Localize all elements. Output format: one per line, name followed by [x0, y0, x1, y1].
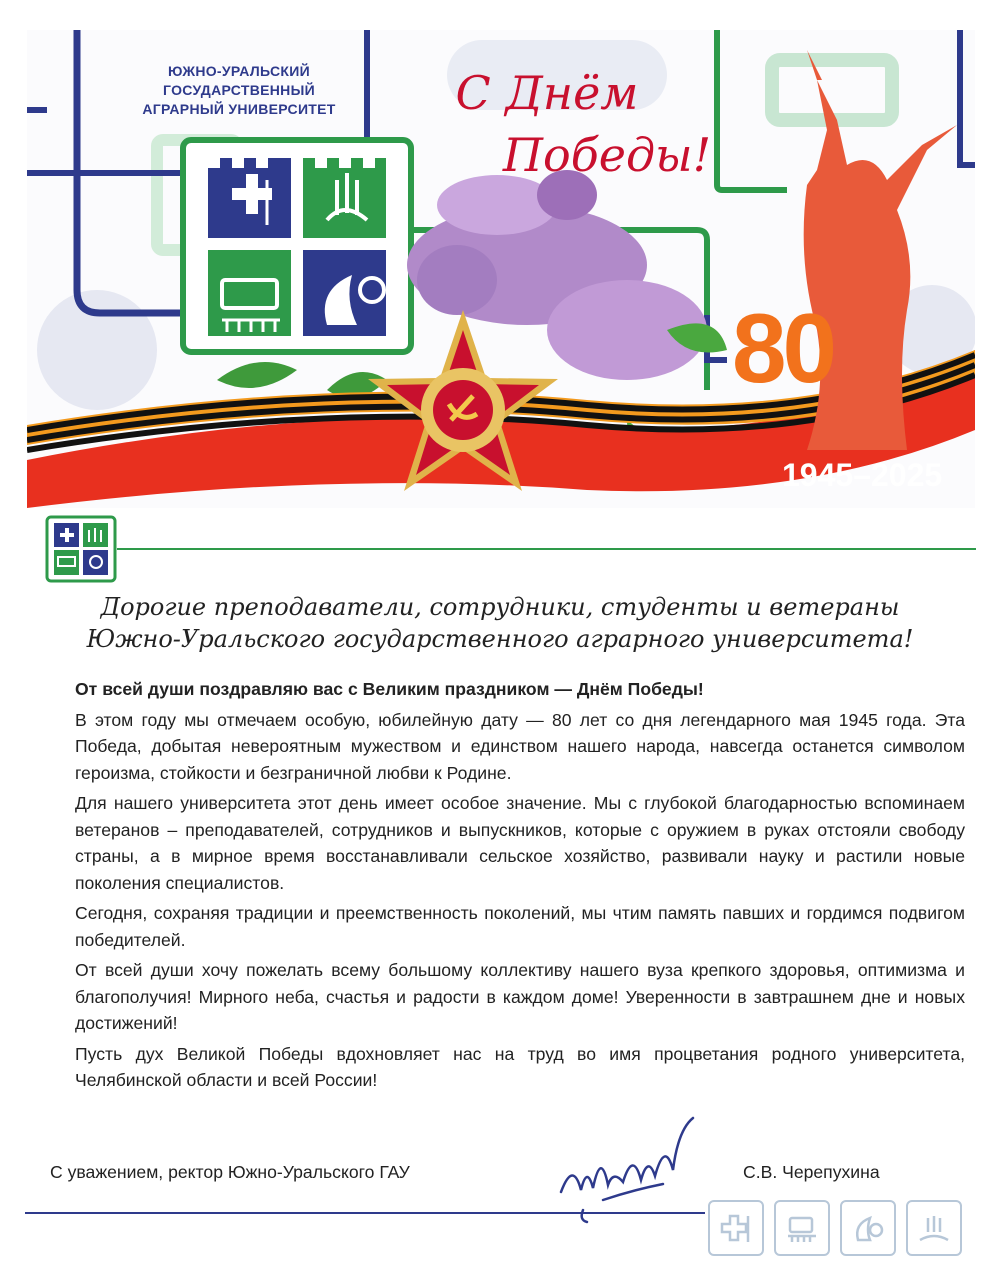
body-paragraph: Пусть дух Великой Победы вдохновляет нас на труд во имя процветания родного университета, Челябинской области и всей России! [75, 1043, 965, 1090]
closing-text: С уважением, ректор Южно-Уральского ГАУ [50, 1162, 410, 1182]
signer-name: С.В. Черепухина [743, 1162, 880, 1182]
science-icon [840, 1200, 896, 1256]
header-banner [27, 30, 975, 508]
salutation-line: Дорогие преподаватели, сотрудники, студенты и ветераны [100, 593, 900, 621]
wheat-field-icon [906, 1200, 962, 1256]
university-name-line: АГРАРНЫЙ УНИВЕРСИТЕТ [142, 101, 336, 117]
victory-day-title [382, 62, 712, 186]
victory-day-title-line: Победы! [502, 128, 712, 182]
medicine-icon [708, 1200, 764, 1256]
salutation [60, 591, 940, 655]
footer-icons [708, 1200, 962, 1256]
body-paragraph: Сегодня, сохраняя традиции и преемственность поколений, мы чтим память павших и гордимся подвигом победителей. [75, 903, 965, 950]
footer-line [25, 1212, 705, 1214]
handwritten-signature [553, 1110, 703, 1228]
body-paragraph: В этом году мы отмечаем особую, юбилейную дату — 80 лет со дня легендарного мая 1945 года. Эта Победа, добытая невероятным мужеством и единством нашего народа, навсегда останется символом героизма, стойкости и безграничной любви к Родине. [75, 709, 965, 783]
anniversary-years: 1945–2025 [782, 457, 943, 493]
university-name-line: ЮЖНО-УРАЛЬСКИЙ [167, 63, 311, 79]
university-name [139, 62, 339, 119]
lead-paragraph: От всей души поздравляю вас с Великим праздником — Днём Победы! [75, 679, 704, 699]
university-emblem [183, 140, 411, 352]
body-paragraph: Для нашего университета этот день имеет особое значение. Мы с глубокой благодарностью вспоминаем ветеранов – преподавателей, сотрудников и выпускников, которые с оружием в руках отстояли свободу страны, а в мирное время восстанавливали сельское хозяйство, развивали науку и растили новые поколения специалистов. [75, 793, 965, 893]
university-name-line: ГОСУДАРСТВЕННЫЙ [163, 82, 315, 98]
bg-shape [37, 290, 157, 410]
salutation-line: Южно-Уральского государственного аграрного университета! [86, 625, 914, 653]
harvester-icon [774, 1200, 830, 1256]
header-divider [117, 548, 976, 550]
letter-body [75, 676, 965, 1098]
anniversary-number: 80 [732, 293, 834, 403]
small-university-logo [45, 515, 117, 583]
body-paragraph: От всей души хочу пожелать всему большому коллективу нашего вуза крепкого здоровья, оптимизма и благополучия! Мирного неба, счастья и радости в каждом доме! Уверенности в завтрашнем дне и новых достижений! [75, 960, 965, 1033]
victory-day-title-line: С Днём [455, 66, 639, 120]
